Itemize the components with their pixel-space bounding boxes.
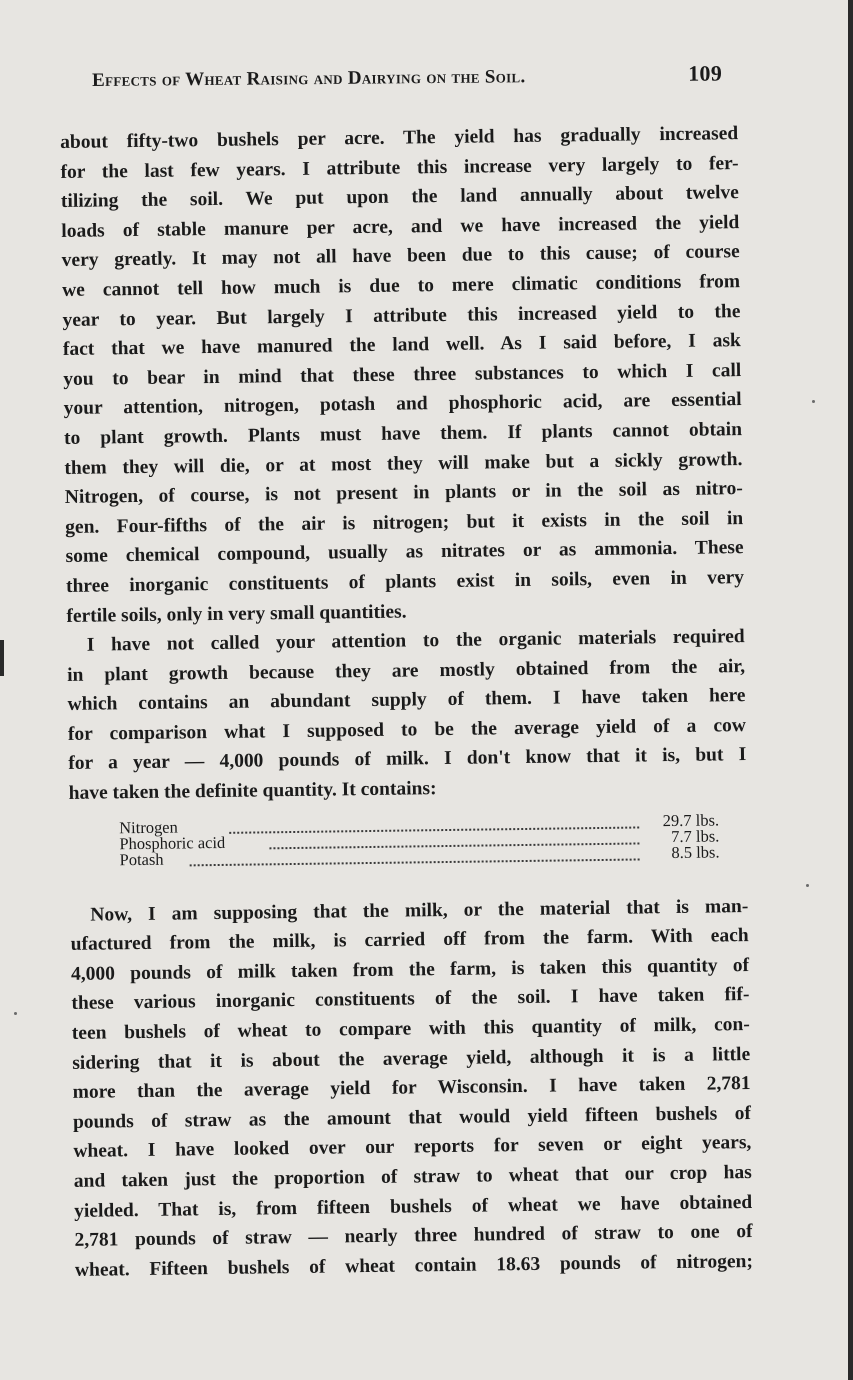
text-line: you to bear in mind that these three substances to which I call [63,359,742,390]
text-line: Nitrogen, of course, is not present in plants or in the soil as nitro- [64,478,743,509]
text-line: fertile soils, only in very small quantities. [66,601,407,627]
text-line: wheat. Fifteen bushels of wheat contain 18.63 pounds of nitrogen; [74,1250,754,1281]
row-value: 7.7 lbs. [671,826,720,846]
paragraph-1 [60,119,745,631]
text-line: in plant growth because they are mostly obtained from the air, [67,655,746,686]
text-line: very greatly. It may not all have been due to this cause; of course [61,241,740,272]
text-line: to plant growth. Plants must have them. If plants cannot obtain [63,419,743,449]
text-line: we cannot tell how much is due to mere climatic conditions from [61,271,741,301]
body-text [60,119,753,1285]
text-line: three inorganic constituents of plants exist in soils, even in very [65,566,745,597]
text-line: wheat. I have looked over our reports for seven or eight years, [73,1132,752,1163]
paragraph-2 [67,622,747,808]
text-line: which contains an abundant supply of them. I have taken here [67,685,746,716]
text-line: ufactured from the milk, is carried off from the farm. With each [70,925,749,956]
text-line: for comparison what I supposed to be the average yield of a cow [67,714,747,745]
running-head [92,61,722,100]
row-value: 8.5 lbs. [671,842,720,862]
paper-speck [806,884,809,887]
row-label: Potash [119,849,164,869]
text-line: these various inorganic constituents of the soil. I have taken fif- [71,984,750,1015]
constituents-table [69,806,748,895]
text-line: fact that we have manured the land well. As I said before, I ask [62,330,741,361]
text-line: them they will die, or at most they will make but a sickly growth. [64,448,743,479]
text-line: year to year. But largely I attribute this increased yield to the [62,300,741,331]
text-line: pounds of straw as the amount that would yield fifteen bushels of [72,1102,752,1133]
text-line: more than the average yield for Wisconsin. I have taken 2,781 [72,1073,751,1104]
text-line: have taken the definite quantity. It contains: [68,778,437,805]
text-line: I have not called your attention to the organic materials required [86,626,745,656]
row-value: 29.7 lbs. [662,810,720,830]
row-label: Phosphoric acid [119,832,226,853]
text-line: loads of stable manure per acre, and we have increased the yield [61,211,740,242]
text-line: some chemical compound, usually as nitrates or as ammonia. These [65,537,744,568]
text-line: for the last few years. I attribute this increase very largely to fer- [60,152,739,183]
text-line: teen bushels of wheat to compare with this quantity of milk, con- [71,1014,750,1044]
page-number: 109 [688,60,723,86]
text-line: Now, I am supposing that the milk, or the material that is man- [90,895,749,926]
text-line: sidering that it is about the average yield, although it is a little [72,1043,751,1074]
paper-speck [812,400,815,403]
text-line: tilizing the soil. We put upon the land annually about twelve [60,182,740,213]
binding-mark [0,640,4,676]
text-line: 4,000 pounds of milk taken from the farm, is taken this quantity of [70,954,750,985]
text-line: about fifty-two bushels per acre. The yield has gradually increased [60,123,739,153]
dot-leader [190,848,640,866]
text-line: and taken just the proportion of straw to wheat that our crop has [73,1162,752,1192]
chapter-title: Effects of Wheat Raising and Dairying on the Soil. [92,66,526,91]
page-edge-shadow [848,0,853,1380]
paper-speck [14,1012,17,1015]
text-line: gen. Four-fifths of the air is nitrogen; but it exists in the soil in [65,507,744,538]
paragraph-3 [70,892,753,1286]
row-label: Nitrogen [119,817,178,837]
text-line: for a year — 4,000 pounds of milk. I don't know that it is, but I [68,744,747,775]
text-line: 2,781 pounds of straw — nearly three hundred of straw to one of [74,1221,753,1252]
text-line: your attention, nitrogen, potash and phosphoric acid, are essential [63,389,742,420]
text-line: yielded. That is, from fifteen bushels of wheat we have obtained [74,1191,753,1222]
